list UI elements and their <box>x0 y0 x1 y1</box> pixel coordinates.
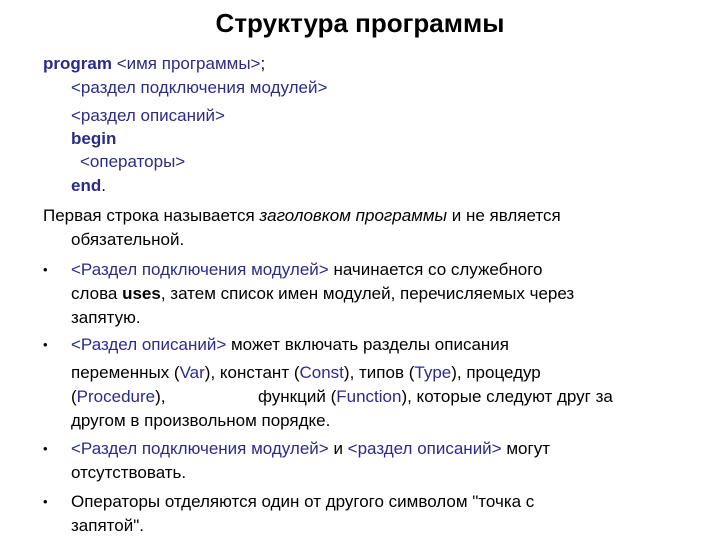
bullet-2-marker: • <box>43 337 48 352</box>
b2-l2-d: ), процедур <box>451 363 541 382</box>
bullet-1-line1 <box>71 258 543 281</box>
b2-l3-a: ( <box>71 387 77 406</box>
bullet-4-marker: • <box>43 494 48 509</box>
b2-l3-d: ), которые следуют друг за <box>401 387 613 406</box>
bullet-3-line1 <box>71 437 550 460</box>
program-name: <имя программы> <box>111 54 261 73</box>
b2-procedure: Procedure <box>76 387 156 406</box>
para1-line1 <box>43 204 561 227</box>
bullet-2-line3-right <box>258 385 613 408</box>
code-line-end <box>71 174 106 197</box>
b1-uses: uses <box>122 284 161 303</box>
b1-l2-a: слова <box>71 284 123 303</box>
b2-function: Function <box>336 387 402 406</box>
b2-l3-b: ), <box>155 387 166 406</box>
para1-text-b: и не является <box>447 206 561 225</box>
bullet-1-marker: • <box>43 262 48 277</box>
b2-l3-c: функций ( <box>258 387 337 406</box>
bullet-4-line2: запятой". <box>71 516 144 535</box>
b2-type: Type <box>414 363 452 382</box>
b3-blue-b: <раздел описаний> <box>347 439 502 458</box>
b3-text-a: могут <box>501 439 550 458</box>
b2-const: Const <box>299 363 344 382</box>
bullet-2-line4: другом в произвольном порядке. <box>71 411 331 430</box>
code-line-program <box>43 52 265 75</box>
bullet-2-line1 <box>71 333 509 356</box>
bullet-2-line3 <box>71 385 166 408</box>
bullet-3-line2: отсутствовать. <box>71 463 187 482</box>
keyword-program: program <box>43 54 112 73</box>
b2-l2-b: ), констант ( <box>204 363 300 382</box>
semicolon: ; <box>260 54 266 73</box>
bullet-2-line2 <box>71 361 541 384</box>
b2-var: Var <box>179 363 205 382</box>
bullet-3-marker: • <box>43 441 48 456</box>
bullet-1-line2 <box>71 282 574 305</box>
code-line-modules: <раздел подключения модулей> <box>71 78 328 97</box>
para1-line2: обязательной. <box>71 230 185 249</box>
b1-blue: <Раздел подключения модулей> <box>71 260 329 279</box>
code-line-descriptions: <раздел описаний> <box>71 106 225 125</box>
b3-and: и <box>328 439 348 458</box>
b1-l2-b: , затем список имен модулей, перечисляемых через <box>160 284 575 303</box>
slide-title: Структура программы <box>215 8 505 38</box>
b3-blue-a: <Раздел подключения модулей> <box>71 439 329 458</box>
para1-text-a: Первая строка называется <box>43 206 260 225</box>
code-line-begin: begin <box>71 129 117 148</box>
b2-l2-a: переменных ( <box>71 363 180 382</box>
para1-italic: заголовком программы <box>259 206 448 225</box>
b2-blue: <Раздел описаний> <box>71 335 227 354</box>
b1-text-a: начинается со служебного <box>328 260 543 279</box>
bullet-4-line1: Операторы отделяются один от другого символом "точка с <box>71 492 535 511</box>
keyword-end: end <box>71 176 102 195</box>
bullet-1-line3: запятую. <box>71 308 141 327</box>
b2-text-a: может включать разделы описания <box>226 335 509 354</box>
b2-l2-c: ), типов ( <box>343 363 415 382</box>
end-dot: . <box>101 176 106 195</box>
code-line-operators: <операторы> <box>80 152 186 171</box>
